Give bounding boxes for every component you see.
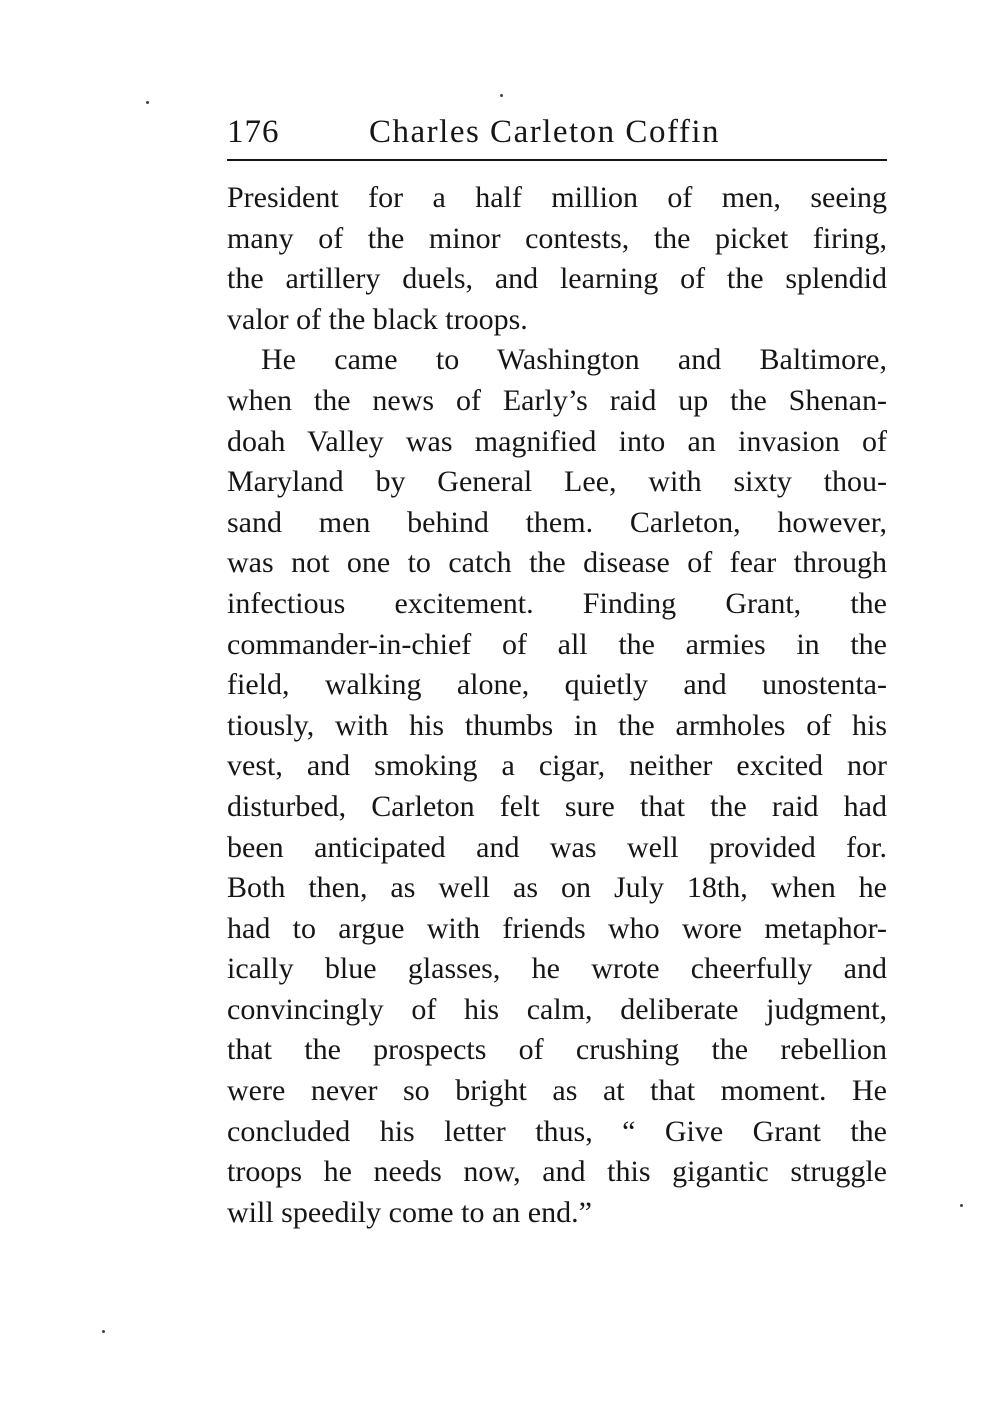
text-line: convincingly of his calm, deliberate judgment, [227,992,887,1026]
text-line: vest, and smoking a cigar, neither excited nor [227,749,887,783]
text-line: will speedily come to an end.” [227,1195,592,1229]
text-line: that the prospects of crushing the rebellion [227,1033,887,1067]
text-line: ically blue glasses, he wrote cheerfully and [227,952,887,986]
text-line: commander-in-chief of all the armies in the [227,627,887,661]
text-line: were never so bright as at that moment. He [227,1074,887,1108]
scan-speck [102,1330,105,1333]
text-line: troops he needs now, and this gigantic struggle [227,1155,887,1189]
text-line: been anticipated and was well provided for. [227,830,887,864]
text-line: Maryland by General Lee, with sixty thou- [227,465,887,499]
text-line: many of the minor contests, the picket firing, [227,221,887,255]
text-line: the artillery duels, and learning of the splendid [227,262,887,296]
scan-speck [960,1204,963,1207]
page-number: 176 [227,114,280,150]
body-text [227,178,887,1233]
running-head [227,112,887,152]
text-line: was not one to catch the disease of fear through [227,546,887,580]
text-line: disturbed, Carleton felt sure that the raid had [227,789,887,823]
text-line: President for a half million of men, seeing [227,181,887,214]
paragraph-1 [227,178,887,340]
text-line: valor of the black troops. [227,302,528,336]
text-line: infectious excitement. Finding Grant, the [227,586,887,620]
text-line: Both then, as well as on July 18th, when he [227,871,887,905]
scan-speck [146,101,149,104]
text-line: when the news of Early’s raid up the Shenan- [227,383,887,417]
scan-speck [500,94,503,97]
text-line: He came to Washington and Baltimore, [261,343,887,377]
header-rule [227,159,887,161]
paragraph-2 [227,340,887,1233]
text-line: had to argue with friends who wore metaphor- [227,911,887,945]
text-line: tiously, with his thumbs in the armholes of his [227,708,887,742]
text-line: doah Valley was magnified into an invasion of [227,424,887,458]
text-line: concluded his letter thus, “ Give Grant the [227,1114,887,1148]
text-line: sand men behind them. Carleton, however, [227,505,887,539]
running-title: Charles Carleton Coffin [369,114,720,150]
text-line: field, walking alone, quietly and unostenta- [227,668,887,702]
